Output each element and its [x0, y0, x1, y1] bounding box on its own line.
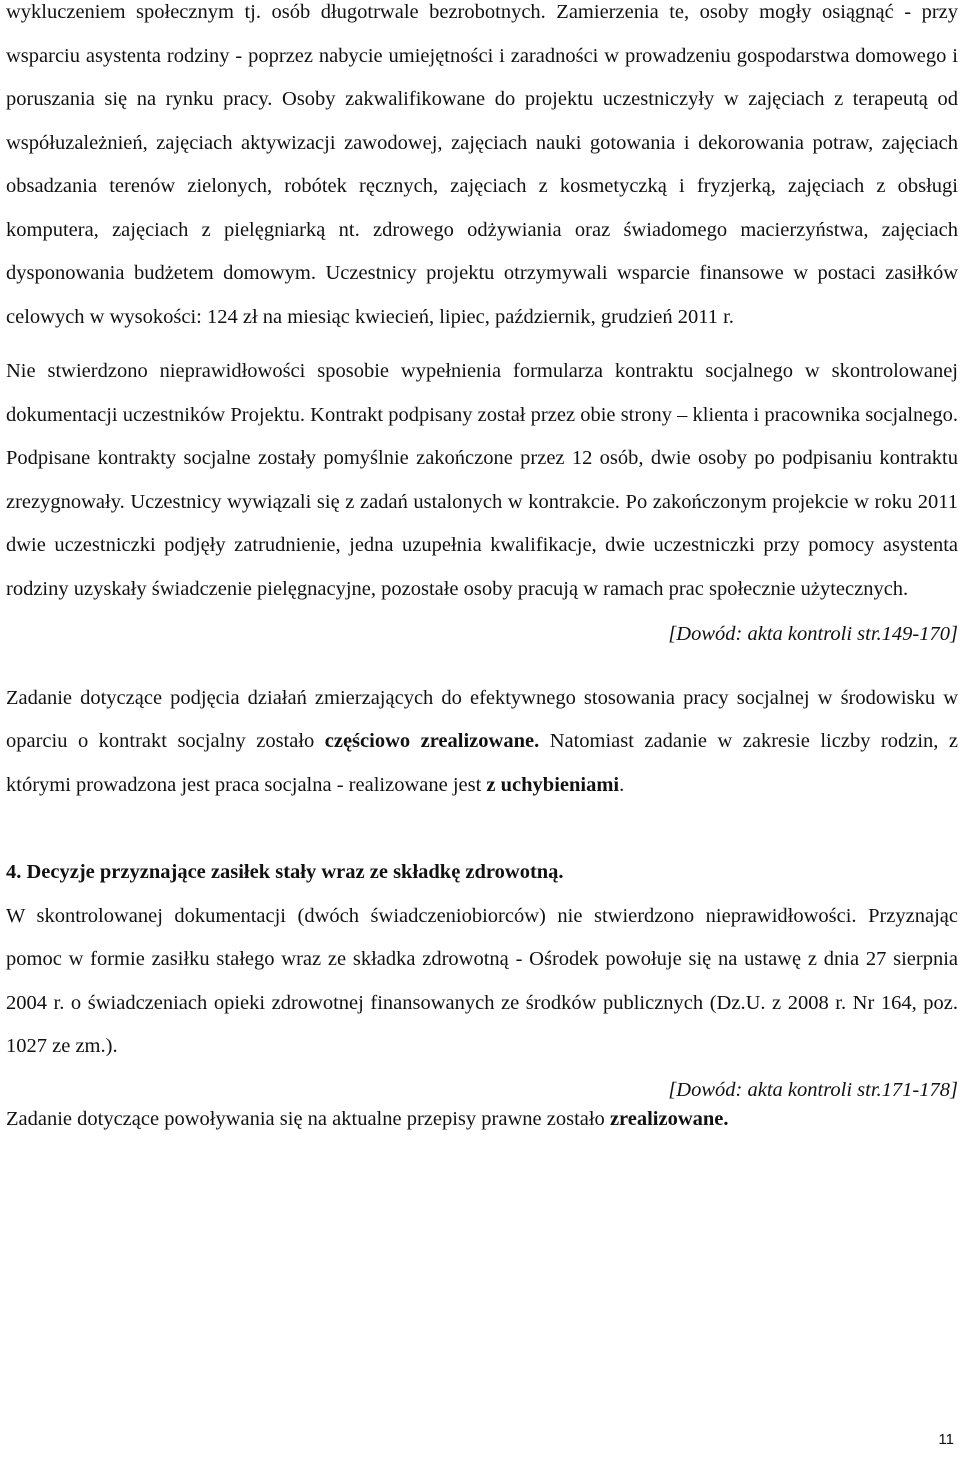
document-page: [6, 0, 958, 1135]
text-span: .: [619, 773, 625, 796]
text-span: Zadanie dotyczące podjęcia działań zmierzających do efektywnego stosowania pracy socjalnej w środowisku w oparciu o kontrakt socjalny zostało: [6, 686, 958, 752]
paragraph-project-participants: wykluczeniem społecznym tj. osób długotrwale bezrobotnych. Zamierzenia te, osoby mogły osiągnąć - przy wsparciu asystenta rodziny - poprzez nabycie umiejętności i zaradności w prowadzeniu gospodarstwa domowego i poruszania się na rynku pracy. Osoby zakwalifikowane do projektu uczestniczyły w zajęciach z terapeutą od współuzależnień, zajęciach aktywizacji zawodowej, zajęciach nauki gotowania i dekorowania potraw, zajęciach obsadzania terenów zielonych, robótek ręcznych, zajęciach z kosmetyczką i fryzjerką, zajęciach z obsługi komputera, zajęciach z pielęgniarką nt. zdrowego odżywiania oraz świadomego macierzyństwa, zajęciach dysponowania budżetem domowym. Uczestnicy projektu otrzymywali wsparcie finansowe w postaci zasiłków celowych w wysokości: 124 zł na miesiąc kwiecień, lipiec, październik, grudzień 2011 r.: [6, 1, 958, 328]
section-heading: 4. Decyzje przyznające zasiłek stały wraz ze składkę zdrowotną.: [6, 861, 564, 883]
paragraph-social-contract: Nie stwierdzono nieprawidłowości sposobie wypełnienia formularza kontraktu socjalnego w skontrolowanej dokumentacji uczestników Projektu. Kontrakt podpisany został przez obie strony – klienta i pracownika socjalnego. Podpisane kontrakty socjalne zostały pomyślnie zakończone przez 12 osób, dwie osoby po podpisaniu kontraktu zrezygnowały. Uczestnicy wywiązali się z zadań ustalonych w kontrakcie. Po zakończonym projekcie w roku 2011 dwie uczestniczki podjęły zatrudnienie, jedna uzupełnia kwalifikacje, dwie uczestniczki przy pomocy asystenta rodziny uzyskały świadczenie pielęgnacyjne, pozostałe osoby pracują w ramach prac społecznie użytecznych.: [6, 360, 958, 600]
bold-with-irregularities: z uchybieniami: [486, 773, 620, 796]
paragraph-task-assessment: [6, 677, 958, 808]
bold-completed: zrealizowane.: [609, 1107, 729, 1130]
text-span: Zadanie dotyczące powoływania się na aktualne przepisy prawne zostało: [6, 1107, 610, 1130]
page-number: 11: [938, 1431, 954, 1448]
evidence-reference-1: [Dowód: akta kontroli str.149-170]: [668, 623, 958, 645]
paragraph-legal-basis: [6, 1103, 958, 1135]
text-span: Natomiast zadanie w zakresie liczby rodzin, z którymi prowadzona jest praca socjalna - realizowane jest: [6, 730, 958, 796]
bold-partially-completed: częściowo zrealizowane.: [324, 730, 540, 752]
evidence-reference-2: [Dowód: akta kontroli str.171-178]: [668, 1078, 958, 1101]
paragraph-permanent-allowance: W skontrolowanej dokumentacji (dwóch świadczeniobiorców) nie stwierdzono nieprawidłowości. Przyznając pomoc w formie zasiłku stałego wraz ze składka zdrowotną - Ośrodek powołuje się na ustawę z dnia 27 sierpnia 2004 r. o świadczeniach opieki zdrowotnej finansowanych ze środków publicznych (Dz.U. z 2008 r. Nr 164, poz. 1027 ze zm.).: [6, 904, 958, 1057]
